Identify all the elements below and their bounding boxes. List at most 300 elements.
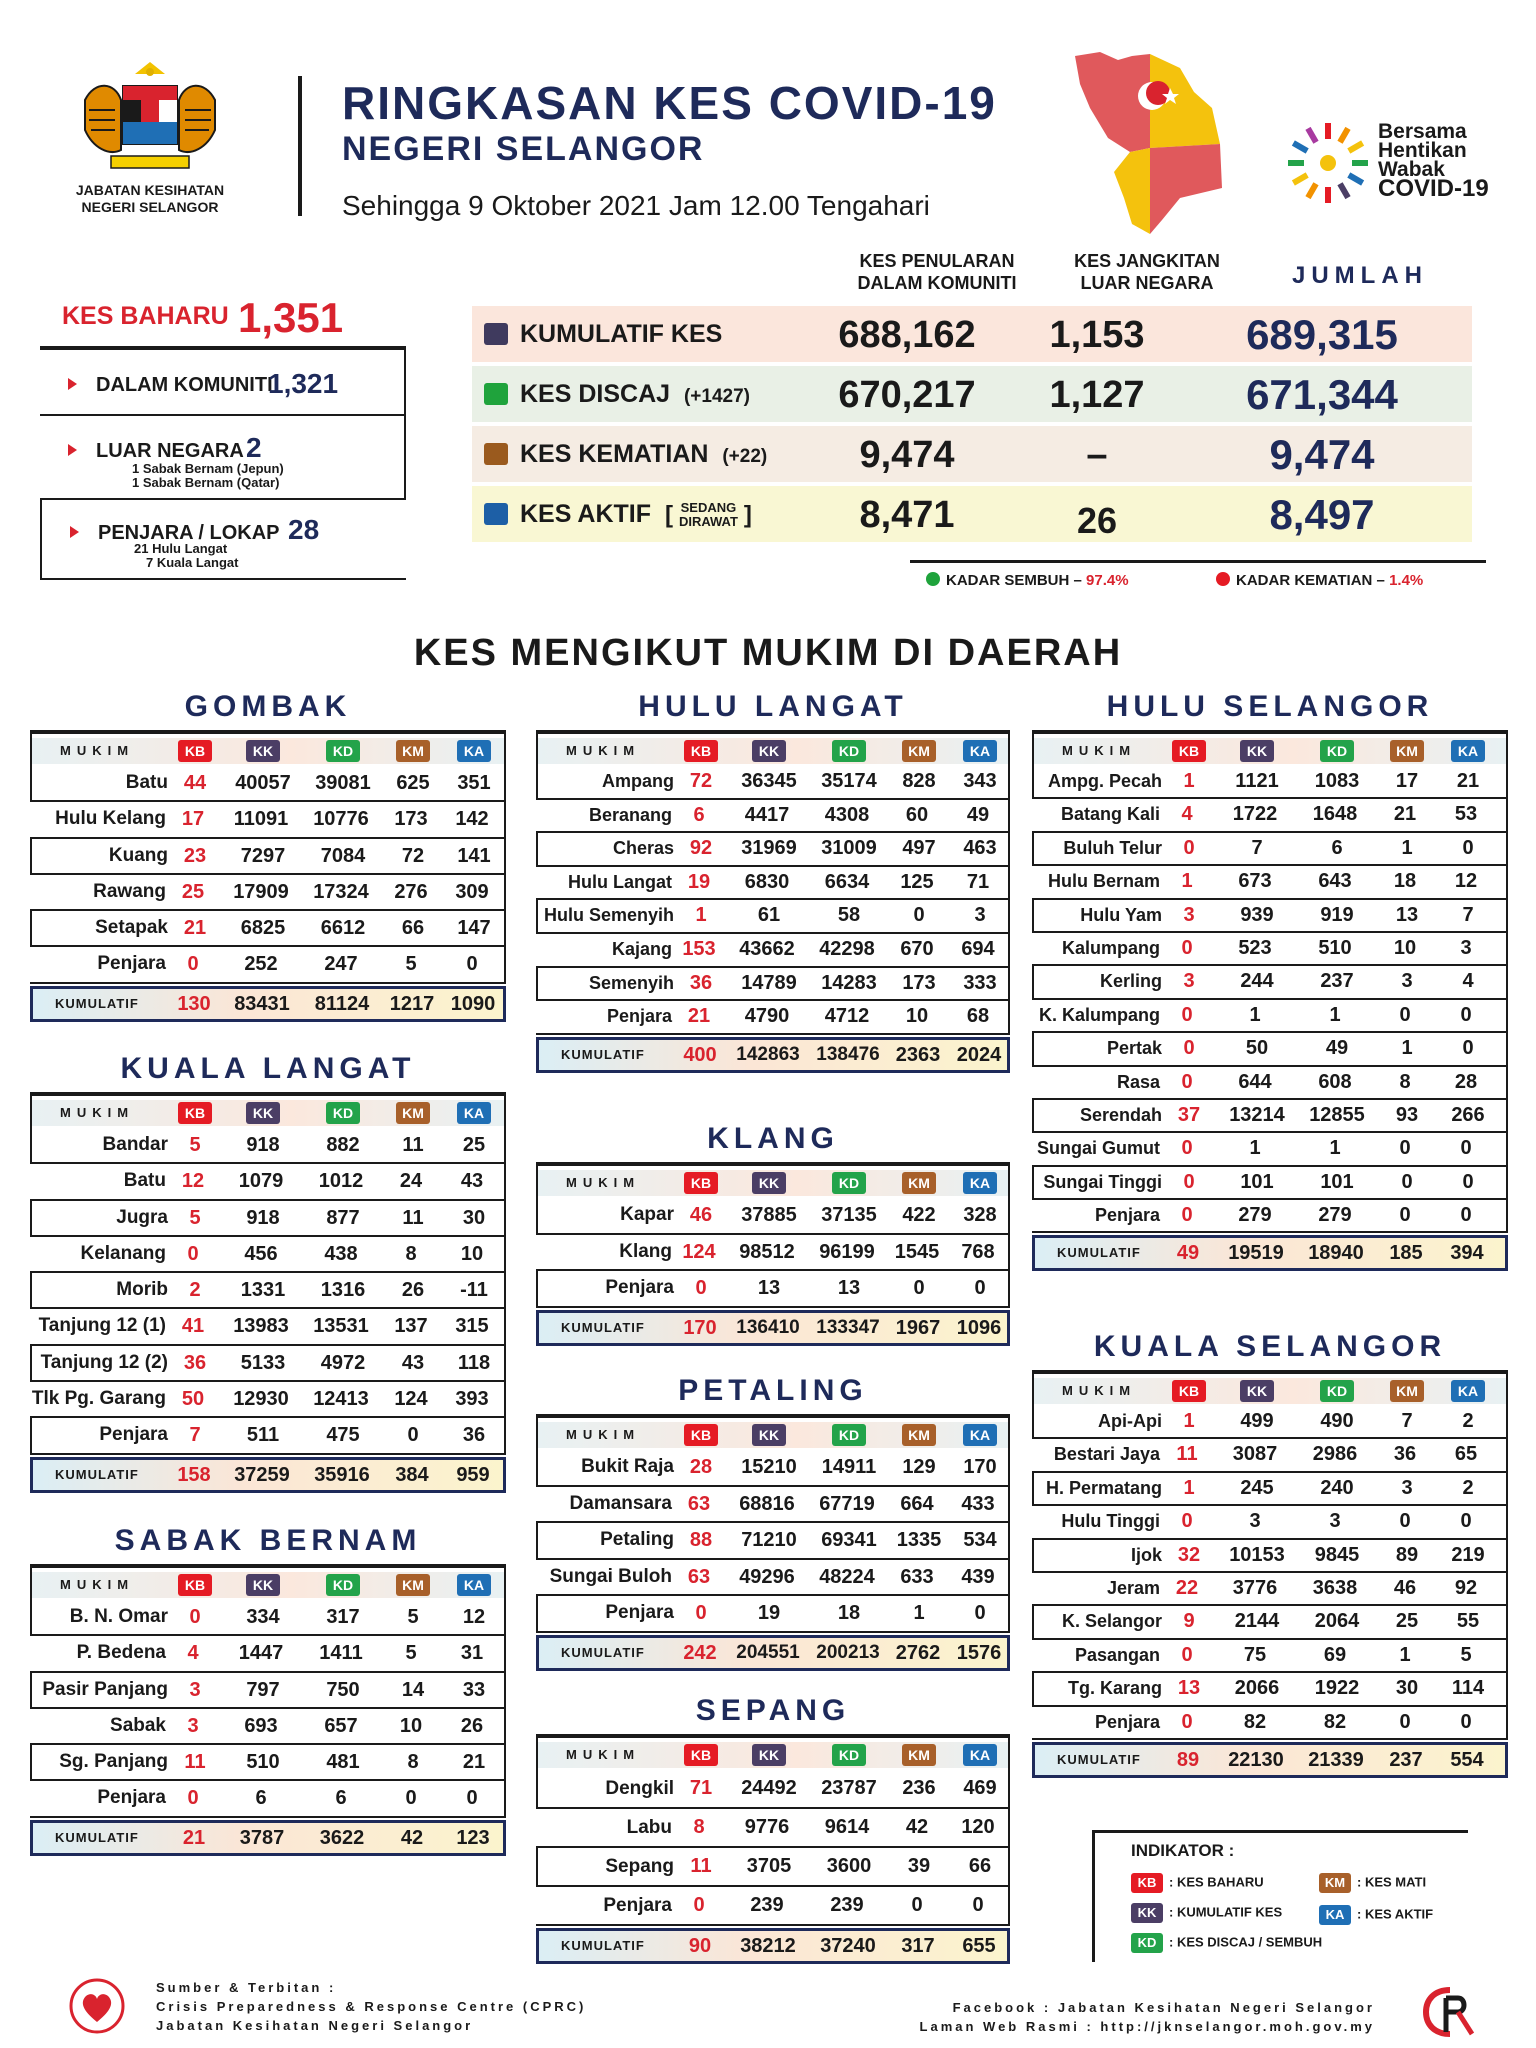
cell-km: 497 (902, 837, 936, 860)
kumulatif-row (1032, 1235, 1508, 1271)
cell-kk: 511 (246, 1424, 280, 1447)
cell-kd: 67719 (819, 1492, 875, 1515)
kumulatif-label: KUMULATIF (561, 1046, 645, 1062)
cell-kb: 46 (689, 1204, 713, 1226)
cell-kd: 1 (1329, 1137, 1341, 1160)
cell-kb: 153 (682, 937, 716, 960)
kd-badge: KD (1131, 1933, 1163, 1953)
cell-kk: 2144 (1234, 1610, 1280, 1633)
cell-kb: 36 (689, 971, 713, 994)
cell-kb: 0 (1181, 1003, 1193, 1026)
cell-kb: 0 (1181, 1710, 1193, 1733)
cell-ka: 463 (963, 837, 997, 860)
total-kb: 21 (182, 1826, 206, 1849)
kb-header-badge: KB (684, 1172, 718, 1194)
cell-km: 11 (402, 1134, 424, 1156)
table-row (1032, 766, 1508, 799)
kadar-sembuh-value: 97.4% (1086, 572, 1129, 589)
mukim-header: MUKIM (60, 1105, 135, 1120)
campaign-line-2: Hentikan (1378, 139, 1467, 162)
cell-km: 17 (1395, 770, 1419, 792)
km-header-badge: KM (902, 1172, 936, 1194)
summary-row-label (520, 380, 750, 409)
mukim-name: Penjara (1094, 1711, 1160, 1732)
cell-kb: 3 (189, 1678, 201, 1701)
table-row (30, 1418, 506, 1454)
cell-kb: 0 (1181, 936, 1193, 959)
cell-ka: 0 (466, 1787, 478, 1810)
cell-ka: 12 (1454, 870, 1478, 893)
cell-kd: 69341 (821, 1529, 877, 1551)
cell-kk: 12930 (233, 1388, 289, 1411)
cell-km: 66 (401, 917, 425, 940)
cell-km: 0 (405, 1787, 417, 1810)
cell-kd: 490 (1320, 1410, 1354, 1432)
mukim-name: Bestari Jaya (1053, 1444, 1160, 1465)
kk-header-badge: KK (246, 1574, 280, 1596)
table-header (536, 1414, 1010, 1450)
mukim-name: Ampang (602, 771, 674, 791)
aktif-komuniti: 8,471 (859, 494, 955, 536)
mukim-name: Tanjung 12 (1) (38, 1315, 166, 1337)
table-row (1032, 966, 1508, 999)
cell-kd: 96199 (819, 1240, 875, 1263)
selangor-map-icon (1070, 48, 1240, 238)
total-kd: 18940 (1308, 1242, 1364, 1265)
footer-facebook[interactable]: Facebook : Jabatan Kesihatan Negeri Selangor (952, 2000, 1375, 2015)
table-header (536, 1734, 1010, 1770)
mukim-name: Beranang (588, 804, 672, 825)
cell-km: 24 (399, 1170, 423, 1193)
indicator-kk-text: : KUMULATIF KES (1169, 1904, 1283, 1920)
cell-kk: 14789 (741, 971, 797, 994)
footer-website-link[interactable]: Laman Web Rasmi : http://jknselangor.moh.gov.my (919, 2019, 1375, 2034)
cell-kb: 0 (1183, 1170, 1195, 1193)
cell-kk: 19 (757, 1602, 781, 1624)
cell-kb: 0 (1181, 1070, 1193, 1093)
table-row (536, 1887, 1010, 1926)
cell-kk: 40057 (235, 772, 291, 794)
total-kb: 130 (177, 992, 211, 1015)
mukim-name: Rawang (93, 880, 166, 902)
cell-ka: 7 (1462, 903, 1474, 926)
cell-kk: 3705 (746, 1855, 792, 1877)
total-kb: 158 (177, 1463, 211, 1486)
table-row (1032, 799, 1508, 832)
table-row (30, 1781, 506, 1817)
kd-header-badge: KD (1320, 1380, 1354, 1402)
cell-kd: 237 (1320, 970, 1354, 993)
mukim-name: H. Permatang (1045, 1477, 1162, 1498)
mukim-name: Rasa (1116, 1071, 1160, 1092)
kk-header-badge: KK (752, 1424, 786, 1446)
sunburst-logo-icon (1282, 118, 1374, 208)
total-km: 42 (400, 1826, 424, 1849)
table-row (30, 1346, 506, 1382)
cell-km: 3 (1401, 970, 1413, 993)
cell-km: 18 (1393, 870, 1417, 893)
km-badge: KM (1319, 1873, 1351, 1893)
cell-km: 5 (405, 953, 417, 976)
ka-header-badge: KA (457, 740, 491, 762)
cell-ka: 49 (966, 803, 990, 826)
cell-kb: 0 (693, 1894, 705, 1916)
cell-ka: 0 (1460, 1003, 1472, 1026)
cell-kd: 240 (1320, 1476, 1354, 1499)
table-row (1032, 1133, 1508, 1166)
mukim-header: MUKIM (60, 743, 135, 758)
petaling-title: PETALING (678, 1374, 868, 1407)
indicator-kd (1131, 1933, 1322, 1953)
mukim-name: Api-Api (1098, 1411, 1162, 1431)
total-ka: 655 (962, 1935, 996, 1957)
cell-ka: 439 (961, 1565, 995, 1588)
cell-ka: 2 (1462, 1410, 1474, 1432)
mukim-header: MUKIM (1062, 743, 1137, 758)
cell-ka: 0 (974, 1602, 986, 1624)
summary-row-kematian (472, 426, 1472, 482)
table-row (30, 839, 506, 875)
cell-ka: 147 (457, 917, 491, 940)
cell-ka: 2 (1462, 1476, 1474, 1499)
km-header-badge: KM (396, 1574, 430, 1596)
cell-km: 0 (1399, 1204, 1411, 1227)
cell-kd: 39081 (315, 772, 371, 794)
cell-kk: 101 (1240, 1170, 1274, 1193)
cell-kd: 279 (1318, 1204, 1352, 1227)
total-kb: 400 (683, 1043, 717, 1066)
cell-kk: 11091 (233, 808, 289, 831)
cell-kk: 13 (757, 1277, 781, 1299)
total-ka: 1090 (450, 992, 496, 1015)
cell-kb: 11 (1176, 1443, 1198, 1466)
cell-kb: 63 (687, 1565, 711, 1588)
mukim-header: MUKIM (566, 1175, 641, 1190)
cell-kk: 82 (1243, 1710, 1267, 1733)
cell-kk: 68816 (739, 1492, 795, 1515)
cell-ka: 28 (1454, 1070, 1478, 1093)
mukim-name: Buluh Telur (1063, 837, 1162, 858)
sepang-table (536, 1734, 1010, 1964)
cell-ka: 0 (1460, 1510, 1472, 1533)
cell-kb: 36 (183, 1351, 207, 1374)
cell-km: 664 (900, 1492, 934, 1515)
row-label-text: KES KEMATIAN (520, 440, 709, 468)
total-kk: 83431 (234, 992, 290, 1015)
cell-kd: 6612 (320, 917, 366, 940)
cell-kk: 239 (750, 1894, 784, 1916)
summary-row-label (520, 320, 722, 349)
cell-kb: 21 (687, 1005, 711, 1028)
table-row (536, 867, 1010, 901)
cell-kd: 12413 (313, 1388, 369, 1411)
total-ka: 959 (456, 1463, 490, 1486)
cell-km: 0 (911, 1894, 923, 1916)
total-kd: 133347 (816, 1316, 880, 1338)
cell-km: 173 (902, 971, 936, 994)
kb-header-badge: KB (684, 1744, 718, 1766)
cell-km: 124 (394, 1388, 428, 1411)
cell-ka: 31 (460, 1642, 484, 1665)
cell-km: 1 (913, 1602, 925, 1624)
page-title: RINGKASAN KES COVID-19 (342, 77, 997, 129)
cell-kk: 71210 (741, 1529, 797, 1551)
cell-km: 633 (900, 1565, 934, 1588)
cell-km: 0 (407, 1424, 419, 1447)
cell-ka: 351 (457, 772, 491, 794)
cell-kk: 918 (246, 1206, 280, 1229)
table-row (1032, 933, 1508, 966)
campaign-line-1: Bersama (1378, 120, 1467, 143)
hulu-selangor-title: HULU SELANGOR (1106, 690, 1434, 723)
mukim-name: Hulu Yam (1080, 904, 1162, 925)
cell-ka: 309 (455, 880, 489, 903)
cell-ka: 4 (1462, 970, 1474, 993)
kuala-selangor-table (1032, 1370, 1508, 1778)
km-header-badge: KM (396, 1102, 430, 1124)
cell-kb: 23 (183, 844, 207, 867)
cell-kd: 10776 (313, 808, 369, 831)
cell-km: 0 (1399, 1710, 1411, 1733)
kematian-jumlah: 9,474 (1269, 431, 1375, 478)
table-row (536, 1487, 1010, 1524)
mukim-name: Batu (123, 1170, 166, 1192)
mukim-name: Penjara (605, 1602, 674, 1623)
cell-km: 46 (1393, 1576, 1417, 1599)
kumulatif-label: KUMULATIF (55, 1829, 139, 1845)
cell-kb: 4 (1181, 803, 1193, 826)
cell-kk: 50 (1245, 1037, 1269, 1060)
cell-kd: 3638 (1312, 1576, 1358, 1599)
kumulatif-row (30, 1457, 506, 1493)
cell-kd: 23787 (821, 1777, 877, 1799)
ka-header-badge: KA (457, 1102, 491, 1124)
cell-km: 1 (1401, 836, 1413, 859)
green-dot-icon (926, 572, 940, 586)
cell-km: 3 (1401, 1476, 1413, 1499)
col-luar-header (1042, 250, 1252, 294)
mukim-name: Sepang (605, 1856, 674, 1877)
kumulatif-marker-icon (484, 323, 508, 345)
sedang-dirawat (679, 501, 738, 529)
kumulatif-label: KUMULATIF (1057, 1245, 1141, 1261)
cell-kk: 3087 (1232, 1443, 1278, 1466)
cell-kd: 49 (1325, 1037, 1349, 1060)
cell-km: 93 (1395, 1103, 1419, 1126)
kumulatif-row (30, 986, 506, 1022)
cell-kk: 4790 (744, 1005, 790, 1028)
cell-kb: 0 (695, 1602, 707, 1624)
cell-km: 13 (1395, 903, 1419, 926)
summary-row-discaj (472, 366, 1472, 422)
cell-ka: 118 (457, 1351, 491, 1374)
total-km: 317 (901, 1935, 935, 1957)
cprc-logo-icon (1420, 1984, 1484, 2040)
mukim-name: Penjara (97, 1787, 166, 1809)
cell-kd: 13 (837, 1277, 861, 1299)
report-date: Sehingga 9 Oktober 2021 Jam 12.00 Tengahari (342, 190, 930, 221)
km-header-badge: KM (1390, 740, 1424, 762)
cell-ka: 3 (974, 904, 986, 927)
total-km: 237 (1389, 1748, 1423, 1771)
cell-kd: 877 (326, 1206, 360, 1229)
header-divider (298, 76, 302, 216)
table-header (1032, 1370, 1508, 1406)
cell-kb: 1 (1183, 1476, 1195, 1499)
mukim-header: MUKIM (1062, 1383, 1137, 1398)
cell-kk: 456 (244, 1242, 278, 1265)
table-row (1032, 1673, 1508, 1706)
mukim-name: Kapar (620, 1204, 674, 1225)
cell-ka: 53 (1454, 803, 1478, 826)
cell-km: 25 (1395, 1610, 1419, 1633)
kematian-marker-icon (484, 443, 508, 465)
kumulatif-jumlah: 689,315 (1246, 311, 1398, 358)
cell-kk: 499 (1240, 1410, 1274, 1432)
table-row (1032, 1200, 1508, 1233)
cell-km: 39 (907, 1855, 931, 1877)
table-header (30, 1092, 506, 1128)
cell-kk: 244 (1240, 970, 1274, 993)
table-row (1032, 1167, 1508, 1200)
cell-kb: 19 (687, 870, 711, 893)
mukim-name: P. Bedena (76, 1642, 166, 1664)
rates-divider (910, 560, 1486, 563)
cell-kk: 6825 (240, 917, 286, 940)
mukim-name: K. Kalumpang (1038, 1004, 1160, 1025)
cell-kb: 0 (1181, 1643, 1193, 1666)
cell-ka: 433 (961, 1492, 995, 1515)
kk-badge: KK (1131, 1903, 1163, 1923)
cell-kd: 4972 (320, 1351, 366, 1374)
total-kk: 38212 (740, 1935, 796, 1957)
table-row (1032, 1033, 1508, 1066)
cell-km: 89 (1395, 1543, 1419, 1566)
col-komuniti-line-1: KES PENULARAN (859, 251, 1015, 271)
cell-kk: 279 (1238, 1204, 1272, 1227)
mukim-name: Labu (626, 1817, 672, 1838)
kk-header-badge: KK (246, 1102, 280, 1124)
cell-kb: 0 (1181, 1137, 1193, 1160)
cell-kb: 2 (189, 1279, 201, 1302)
mukim-name: Tlk Pg. Garang (31, 1388, 166, 1410)
total-kd: 138476 (816, 1043, 880, 1065)
mukim-name: Hulu Langat (568, 871, 672, 892)
cell-kd: 17324 (313, 880, 369, 903)
cell-km: 43 (401, 1351, 425, 1374)
bullet-icon (68, 378, 77, 390)
cell-kd: 7084 (320, 844, 366, 867)
cell-kb: 72 (689, 770, 713, 792)
cell-kd: 3 (1329, 1510, 1341, 1533)
indicator-legend (1092, 1830, 1468, 1962)
kk-header-badge: KK (752, 1172, 786, 1194)
cell-kk: 644 (1238, 1070, 1272, 1093)
table-row (30, 1237, 506, 1273)
hulu-langat-title: HULU LANGAT (638, 690, 908, 723)
cell-kd: 3600 (826, 1855, 872, 1877)
cell-kb: 12 (181, 1170, 205, 1193)
footer-source (156, 1978, 586, 2035)
cell-ka: 0 (1460, 1710, 1472, 1733)
cell-kb: 1 (1183, 1410, 1195, 1432)
cell-kb: 17 (181, 808, 205, 831)
kd-header-badge: KD (832, 1744, 866, 1766)
ka-header-badge: KA (1451, 1380, 1485, 1402)
mukim-name: Penjara (1094, 1205, 1160, 1226)
kb-header-badge: KB (684, 1424, 718, 1446)
page-subtitle: NEGERI SELANGOR (342, 130, 705, 168)
table-row (1032, 1406, 1508, 1439)
cell-kk: 2066 (1234, 1677, 1280, 1700)
total-kk: 204551 (736, 1641, 800, 1663)
cell-kb: 5 (189, 1206, 201, 1229)
cell-kk: 693 (244, 1714, 278, 1737)
kd-header-badge: KD (1320, 740, 1354, 762)
aktif-luar: 26 (1076, 500, 1118, 541)
summary-row-aktif (472, 486, 1472, 542)
cell-kd: 6634 (824, 870, 870, 893)
kumulatif-label: KUMULATIF (561, 1644, 645, 1660)
cell-kk: 49296 (739, 1565, 795, 1588)
kumulatif-luar: 1,153 (1049, 314, 1145, 356)
cell-ka: 114 (1451, 1677, 1485, 1700)
cell-km: 5 (405, 1642, 417, 1665)
cell-kb: 5 (189, 1134, 201, 1156)
cell-km: 5 (407, 1606, 419, 1628)
total-kb: 242 (683, 1641, 717, 1664)
cell-kd: 1922 (1314, 1677, 1360, 1700)
cell-kk: 1121 (1235, 770, 1279, 792)
kes-baharu-label: KES BAHARU (62, 302, 229, 330)
cell-kd: 35174 (821, 770, 877, 792)
cell-kk: 510 (246, 1751, 280, 1774)
mukim-name: Serendah (1079, 1104, 1162, 1125)
cell-kb: 4 (187, 1642, 199, 1665)
cell-km: 21 (1393, 803, 1417, 826)
kumulatif-label: KUMULATIF (561, 1319, 645, 1335)
cell-ka: 141 (457, 844, 491, 867)
cell-kd: 239 (830, 1894, 864, 1916)
km-header-badge: KM (902, 1744, 936, 1766)
ka-header-badge: KA (963, 740, 997, 762)
cell-ka: 120 (961, 1816, 995, 1838)
summary-row-label (520, 440, 767, 469)
table-row (30, 1164, 506, 1200)
cell-km: 125 (900, 870, 934, 893)
footer-source-line-2: Crisis Preparedness & Response Centre (CPRC) (156, 1999, 587, 2014)
mukim-name: Sabak (110, 1714, 166, 1736)
mukim-name: Ijok (1130, 1544, 1162, 1565)
kumulatif-row (536, 1928, 1010, 1964)
luar-negara-sub-1: 1 Sabak Bernam (Jepun) (132, 461, 284, 476)
mukim-name: Cheras (612, 838, 674, 859)
table-row (1032, 1000, 1508, 1033)
mukim-name: Hulu Tinggi (1061, 1511, 1160, 1532)
cell-kb: 41 (181, 1315, 205, 1338)
ka-header-badge: KA (1451, 740, 1485, 762)
petaling-table (536, 1414, 1010, 1671)
kb-header-badge: KB (178, 1102, 212, 1124)
cell-kk: 1722 (1232, 803, 1278, 826)
cell-km: 137 (394, 1315, 428, 1338)
ka-header-badge: KA (457, 1574, 491, 1596)
kb-header-badge: KB (178, 740, 212, 762)
cell-kk: 3 (1249, 1510, 1261, 1533)
cell-kk: 13983 (233, 1315, 289, 1338)
total-ka: 394 (1450, 1242, 1484, 1265)
row-note: (+22) (722, 446, 768, 467)
